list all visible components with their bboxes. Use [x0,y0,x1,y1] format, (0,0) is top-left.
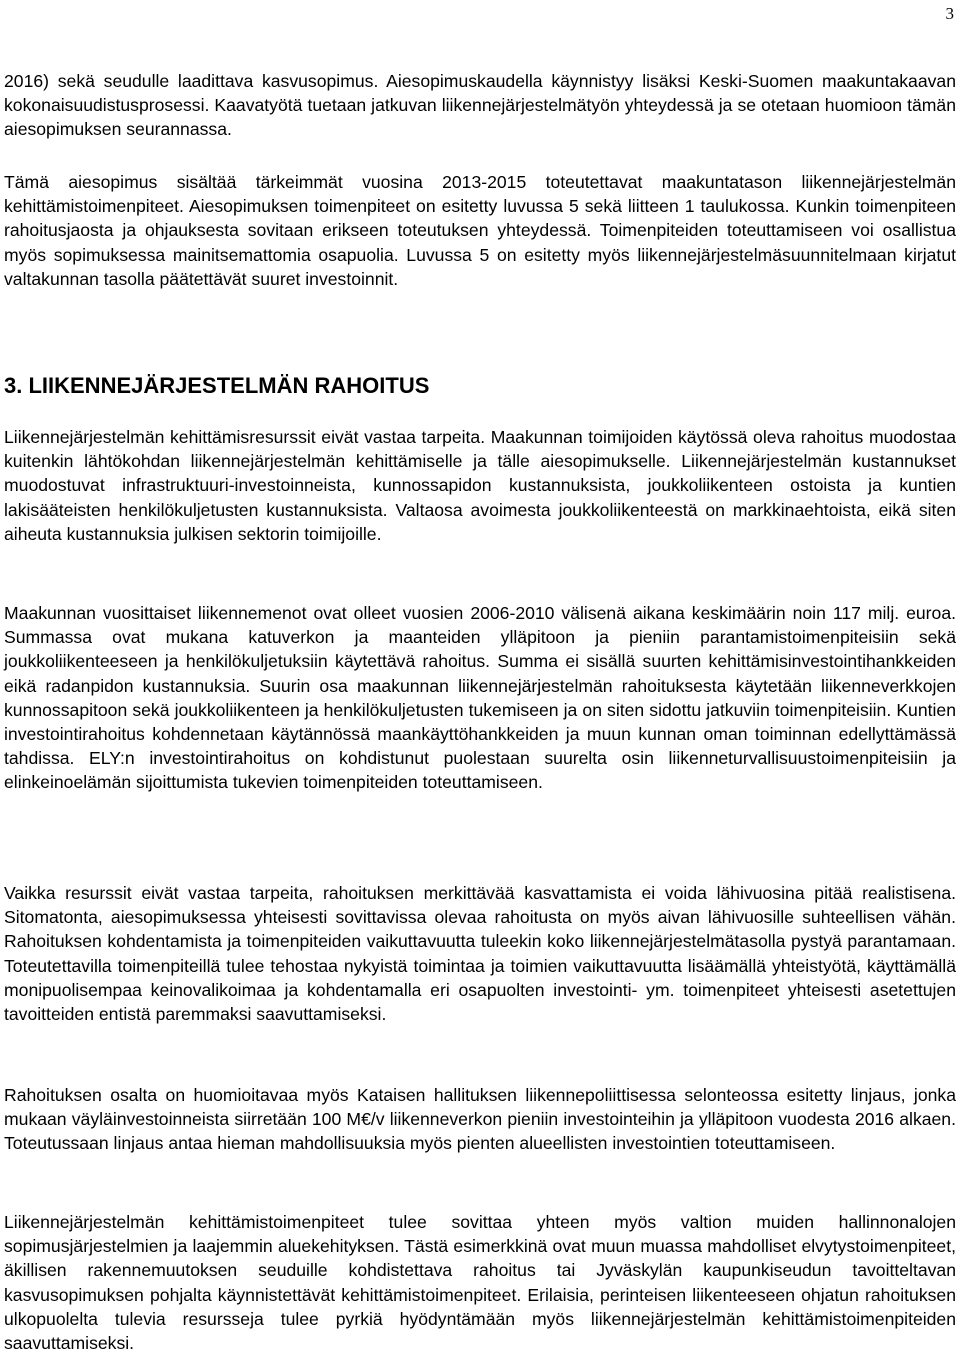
section-heading-rahoitus: 3. LIIKENNEJÄRJESTELMÄN RAHOITUS [4,373,430,398]
paragraph-resources: Liikennejärjestelmän kehittämisresurssit eivät vastaa tarpeita. Maakunnan toimijoiden käytössä oleva rahoitus muodostaa kuitenkin lähtökohdan liikennejärjestelmän kehittämiselle ja tälle aiesopimukselle. Liikennejärjestelmän kustannukset muodostuvat infrastruktuuri-investoinneista, kunnossapidon kustannuksista, joukkoliikenteen ostoista ja kuntien lakisääteisten henkilökuljetusten kustannuksista. Valtaosa avoimesta joukkoliikenteestä on markkinaehtoista, eikä siten aiheuta kustannuksia julkisen sektorin toimijoille. [4,427,956,544]
paragraph-coordination: Liikennejärjestelmän kehittämistoimenpiteet tulee sovittaa yhteen myös valtion muiden hallinnonalojen sopimusjärjestelmien ja laajemmin aluekehityksen. Tästä esimerkkinä ovat muun muassa mahdolliset elvytystoimenpiteet, äkillisen rakennemuutoksen seuduille kohdistettava rahoitus tai Jyväskylän kaupunkiseudun tavoitteltavan kasvusopimuksen pohjalta käynnistettävät kehittämistoimenpiteet. Erilaisia, perinteisen liikenteeseen ohjatun rahoituksen ulkopuolelta tulevia resursseja tulee pyrkiä hyödyntämään myös liikennejärjestelmän kehittämistoimenpiteiden saavuttamiseksi. [4,1212,956,1354]
paragraph-continuation: 2016) sekä seudulle laadittava kasvusopimus. Aiesopimuskaudella käynnistyy lisäksi Keski-Suomen maakuntakaavan kokonaisuudistusprosessi. Kaavatyötä tuetaan jatkuvan liikennejärjestelmätyön yhteydessä ja se otetaan huomioon tämän aiesopimuksen seurannassa. [4,71,956,140]
page-number: 3 [945,4,954,23]
paragraph-aiesopimus-content: Tämä aiesopimus sisältää tärkeimmät vuosina 2013-2015 toteutettavat maakuntatason liikennejärjestelmän kehittämistoimenpiteet. Aiesopimuksen toimenpiteet on esitetty luvussa 5 sekä liitteen 1 taulukossa. Kunkin toimenpiteen rahoitusjaosta ja ohjauksesta sovitaan erikseen toteutuksen yhteydessä. Toimenpiteiden toteuttamiseen voi osallistua myös sopimuksessa mainitsemattomia osapuolia. Luvussa 5 on esitetty myös liikennejärjestelmäsuunnitelmaan kirjatut valtakunnan tasolla päätettävät suuret investoinnit. [4,172,956,289]
paragraph-annual-costs: Maakunnan vuosittaiset liikennemenot ovat olleet vuosien 2006-2010 välisenä aikana keskimäärin noin 117 milj. euroa. Summassa ovat mukana katuverkon ja maanteiden ylläpitoon ja pieniin parantamistoimenpiteisiin sekä joukkoliikenteeseen ja henkilökuljetuksiin käytettävä rahoitus. Summa ei sisällä suurten kehittämisinvestointihankkeiden eikä radanpidon kustannuksia. Suurin osa maakunnan liikennejärjestelmän rahoituksesta käytetään liikenneverkkojen kunnossapitoon sekä joukkoliikenteen ja henkilökuljetusten tukemiseen ja on siten sidottu jatkuviin toimenpiteisiin. Kuntien investointirahoitus kohdennetaan käytännössä maankäyttöhankkeiden ja muun kunnan oman toiminnan edellyttämässä tahdissa. ELY:n investointirahoitus on kohdistunut puolestaan suurelta osin liikenneturvallisuustoimenpiteisiin ja elinkeinoelämän sijoittumista tukevien toimenpiteiden toteuttamiseen. [4,603,956,793]
paragraph-government-policy: Rahoituksen osalta on huomioitavaa myös Kataisen hallituksen liikennepoliittisessa selonteossa esitetty linjaus, jonka mukaan väyläinvestoinneista siirretään 100 M€/v liikenneverkon pieniin investointeihin ja ylläpitoon vuodesta 2016 alkaen. Toteutussaan linjaus antaa hieman mahdollisuuksia myös pienten alueellisten investointien toteuttamiseen. [4,1085,956,1154]
paragraph-realistic-funding: Vaikka resurssit eivät vastaa tarpeita, rahoituksen merkittävää kasvattamista ei voida lähivuosina pitää realistisena. Sitomatonta, aiesopimuksessa yhteisesti sovittavissa olevaa rahoitusta on myös aivan lähivuosille suhteellisen vähän. Rahoituksen kohdentamista ja toimenpiteiden vaikuttavuutta tuleekin koko liikennejärjestelmätasolla pystyä parantamaan. Toteutettavilla toimenpiteillä tulee tehostaa nykyistä toimintaa ja toimien vaikuttavuutta lisäämällä yhteistyötä, käyttämällä monipuolisempaa keinovalikoimaa ja kohdentamalla eri osapuolten investointi- ym. toimenpiteet yhteisesti asetettujen tavoitteiden entistä paremmaksi saavuttamiseksi. [4,883,956,1025]
